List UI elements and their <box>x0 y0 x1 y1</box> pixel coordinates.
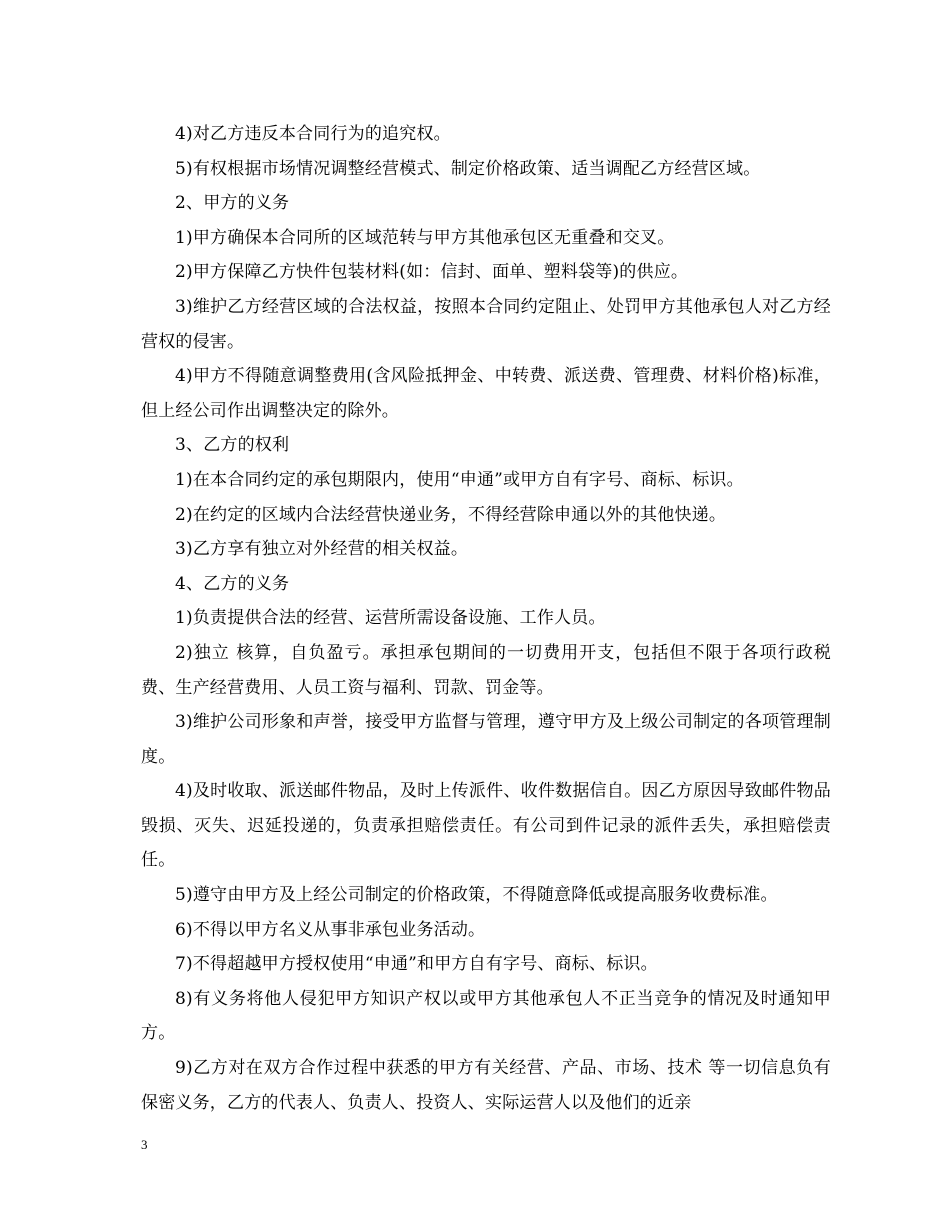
paragraph-5: 3)维护乙方经营区域的合法权益，按照本合同约定阻止、处罚甲方其他承包人对乙方经营权的侵害。 <box>141 296 831 352</box>
paragraph-12: 3)维护公司形象和声誉，接受甲方监督与管理，遵守甲方及上级公司制定的各项管理制度。 <box>141 712 831 767</box>
paragraph-3: 1)甲方确保本合同所的区域范转与甲方其他承包区无重叠和交叉。 <box>175 227 675 248</box>
section-heading-3: 3、乙方的权利 <box>175 435 290 456</box>
paragraph-6: 4)甲方不得随意调整费用(含风险抵押金、中转费、派送费、管理费、材料价格)标准，但上经公司作出调整决定的除外。 <box>141 366 831 421</box>
paragraph-18: 9)乙方对在双方合作过程中获悉的甲方有关经营、产品、市场、技术 等一切信息负有保密义务，乙方的代表人、负责人、投资人、实际运营人以及他们的近亲 <box>141 1058 831 1113</box>
section-heading-4: 4、乙方的义务 <box>175 573 290 594</box>
paragraph-14: 5)遵守由甲方及上经公司制定的价格政策，不得随意降低或提高服务收费标准。 <box>175 885 778 906</box>
paragraph-11: 2)独立 核算，自负盈亏。承担承包期间的一切费用开支，包括但不限于各项行政税费、生产经营费用、人员工资与福利、罚款、罚金等。 <box>141 642 831 698</box>
page-number: 3 <box>141 1137 148 1152</box>
paragraph-16: 7)不得超越甲方授权使用“申通”和甲方自有字号、商标、标识。 <box>175 954 658 975</box>
document-body <box>141 117 831 1120</box>
section-heading-2: 2、甲方的义务 <box>175 193 290 214</box>
paragraph-10: 1)负责提供合法的经营、运营所需设备设施、工作人员。 <box>175 608 606 629</box>
paragraph-7: 1)在本合同约定的承包期限内，使用“申通”或甲方自有字号、商标、标识。 <box>175 469 744 490</box>
paragraph-1: 4)对乙方违反本合同行为的追究权。 <box>175 124 451 144</box>
paragraph-13: 4)及时收取、派送邮件物品，及时上传派件、收件数据信自。因乙方原因导致邮件物品毁损、灭失、迟延投递的，负责承担赔偿责任。有公司到件记录的派件丢失，承担赔偿责任。 <box>141 781 831 871</box>
paragraph-17: 8)有义务将他人侵犯甲方知识产权以或甲方其他承包人不正当竞争的情况及时通知甲方。 <box>141 988 831 1044</box>
paragraph-2: 5)有权根据市场情况调整经营模式、制定价格政策、适当调配乙方经营区域。 <box>175 158 761 179</box>
paragraph-8: 2)在约定的区域内合法经营快递业务，不得经营除申通以外的其他快递。 <box>175 504 727 525</box>
paragraph-15: 6)不得以甲方名义从事非承包业务活动。 <box>175 919 486 940</box>
paragraph-9: 3)乙方享有独立对外经营的相关权益。 <box>175 539 469 560</box>
paragraph-4: 2)甲方保障乙方快件包装材料(如：信封、面单、塑料袋等)的供应。 <box>175 262 689 283</box>
